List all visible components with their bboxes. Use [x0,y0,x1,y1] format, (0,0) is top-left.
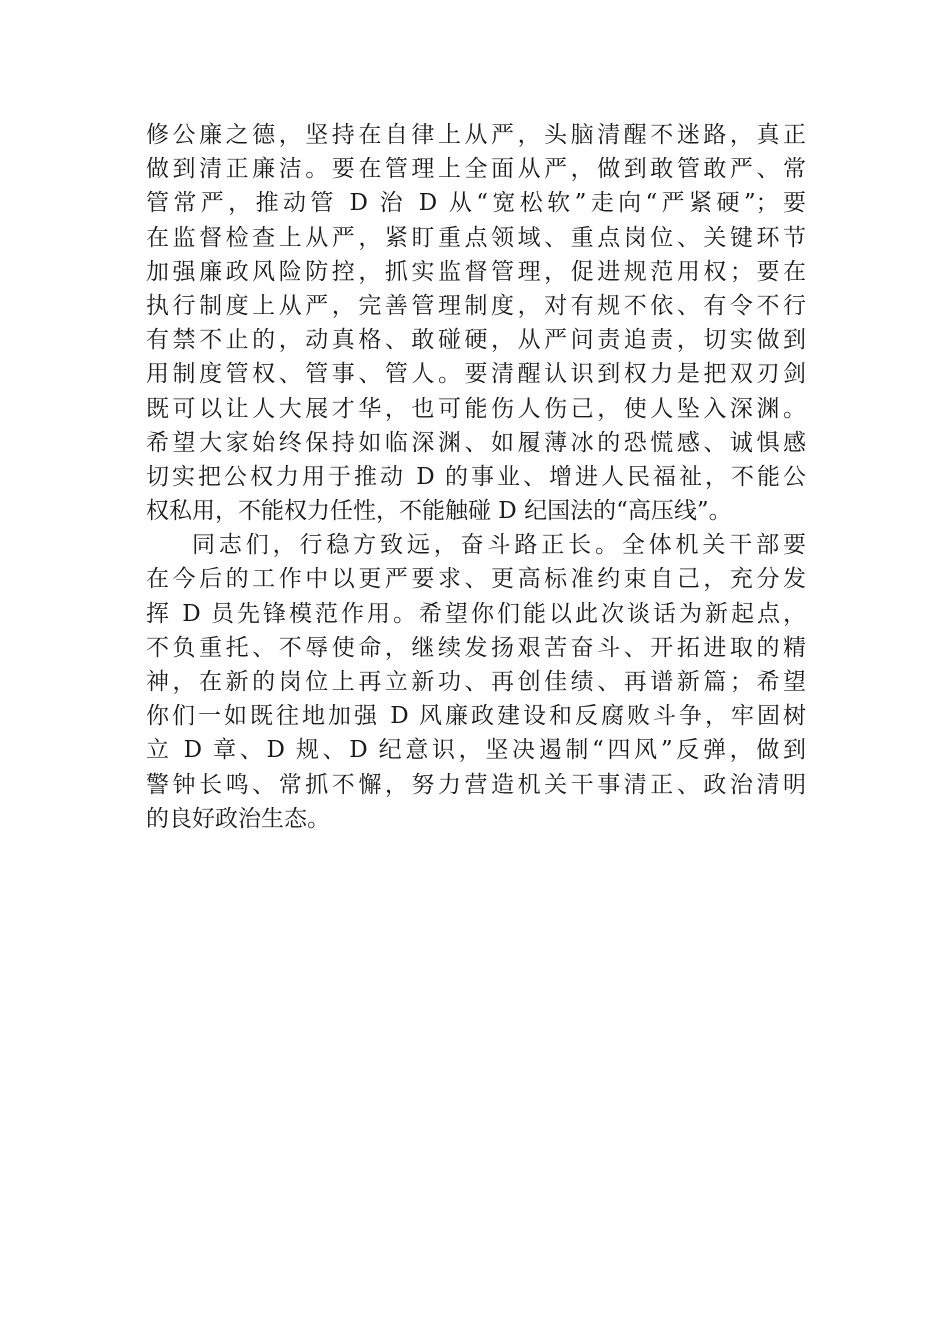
text-line: 既可以让人大展才华，也可能伤人伤己，使人坠入深渊。 [146,395,806,422]
paragraph-start-line: 同志们，行稳方致远，奋斗路正长。全体机关干部要 [192,532,806,559]
text-line: 在今后的工作中以更严要求、更高标准约束自己，充分发 [146,566,806,593]
text-line: 神，在新的岗位上再立新功、再创佳绩、再谱新篇；希望 [146,669,806,695]
text-line: 立 D 章、D 规、D 纪意识，坚决遏制“四风”反弹，做到 [146,737,806,764]
text-line: 警钟长鸣、常抓不懈，努力营造机关干事清正、政治清明 [146,771,806,798]
text-line: 用制度管权、管事、管人。要清醒认识到权力是把双刃剑 [146,361,806,388]
text-line: 不负重托、不辱使命，继续发扬艰苦奋斗、开拓进取的精 [146,634,806,661]
text-line: 在监督检查上从严，紧盯重点领域、重点岗位、关键环节 [146,224,806,251]
text-line: 权私用，不能权力任性，不能触碰 D 纪国法的“高压线”。 [146,498,732,525]
text-line: 你们一如既往地加强 D 风廉政建设和反腐败斗争，牢固树 [146,703,806,730]
text-line: 希望大家始终保持如临深渊、如履薄冰的恐慌感、诚惧感 [146,429,806,456]
text-line: 的良好政治生态。 [146,805,330,832]
text-line: 切实把公权力用于推动 D 的事业、增进人民福祉，不能公 [146,463,806,490]
text-line: 执行制度上从严，完善管理制度，对有规不依、有令不行 [146,292,806,319]
text-line: 挥 D 员先锋模范作用。希望你们能以此次谈话为新起点， [146,600,806,627]
body-text [146,118,806,836]
text-line: 修公廉之德，坚持在自律上从严，头脑清醒不迷路，真正 [146,122,806,148]
text-line: 加强廉政风险防控，抓实监督管理，促进规范用权；要在 [146,258,806,285]
text-line: 管常严，推动管 D 治 D 从“宽松软”走向“严紧硬”；要 [146,190,806,217]
text-line: 有禁不止的，动真格、敢碰硬，从严问责追责，切实做到 [146,327,806,354]
text-line: 做到清正廉洁。要在管理上全面从严，做到敢管敢严、常 [146,156,806,183]
